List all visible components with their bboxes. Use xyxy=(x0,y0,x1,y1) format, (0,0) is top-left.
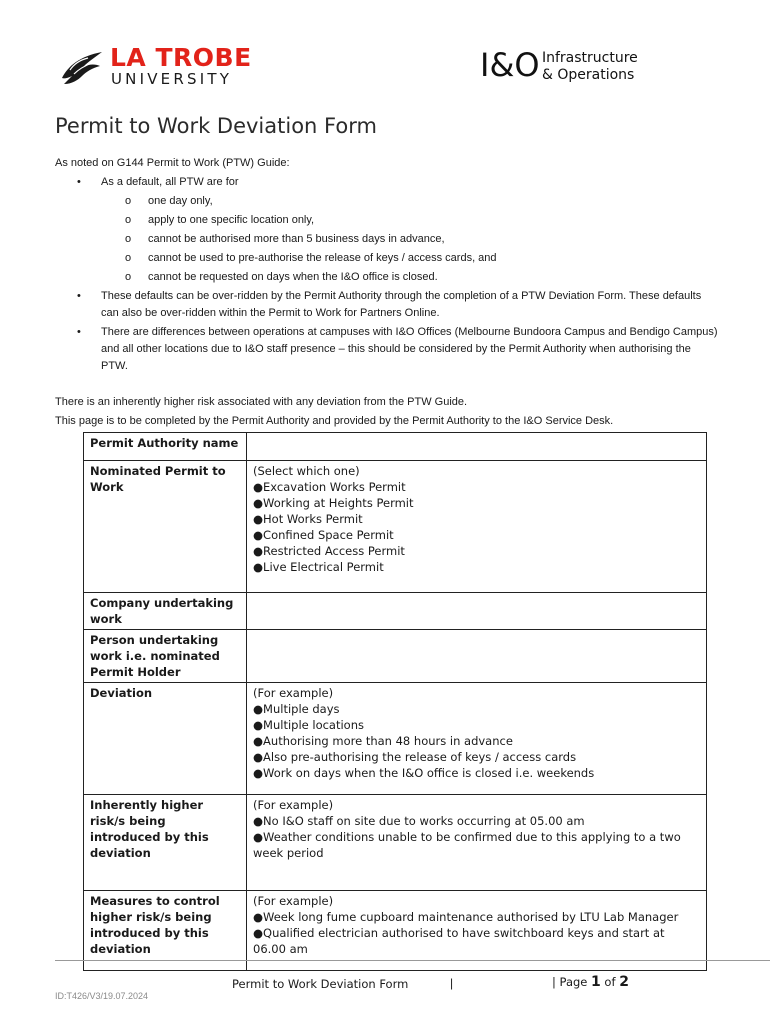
select-hint: (Select which one) xyxy=(253,464,360,478)
sub-list-item xyxy=(55,231,720,248)
list-item: ●Multiple locations xyxy=(253,718,364,732)
nominated-permit-label: Nominated Permit to Work xyxy=(84,461,247,593)
company-field[interactable] xyxy=(247,593,707,630)
footer-separator: | xyxy=(450,976,454,990)
table-row xyxy=(84,433,707,461)
permit-option-live-electrical[interactable]: ●Live Electrical Permit xyxy=(253,560,384,574)
list-item: ●No I&O staff on site due to works occurring at 05.00 am xyxy=(253,814,585,828)
sub-bullet-icon: o xyxy=(125,252,132,264)
sub-list-item xyxy=(55,250,720,267)
permit-option-confined-space[interactable]: ●Confined Space Permit xyxy=(253,528,394,542)
deviation-label: Deviation xyxy=(84,683,247,795)
list-item: ●Work on days when the I&O office is closed i.e. weekends xyxy=(253,766,595,780)
document-id: ID:T426/V3/19.07.2024 xyxy=(55,991,149,1001)
sub-bullet-text: one day only, xyxy=(148,195,213,207)
sub-list-item xyxy=(55,212,720,229)
footer-title: Permit to Work Deviation Form xyxy=(232,977,409,991)
io-logo xyxy=(480,48,660,88)
footer-divider xyxy=(55,960,770,961)
permit-authority-label: Permit Authority name xyxy=(84,433,247,461)
page-of: of xyxy=(600,975,620,989)
risks-field[interactable] xyxy=(247,795,707,891)
permit-option-heights[interactable]: ●Working at Heights Permit xyxy=(253,496,414,510)
list-item: ●Multiple days xyxy=(253,702,340,716)
sub-bullet-icon: o xyxy=(125,233,132,245)
la-trobe-logo xyxy=(58,44,258,90)
spacer xyxy=(55,377,720,394)
sub-bullet-icon: o xyxy=(125,195,132,207)
sub-list-item xyxy=(55,269,720,286)
example-hint: (For example) xyxy=(253,686,334,700)
bullet-icon: • xyxy=(77,290,81,302)
table-row xyxy=(84,461,707,593)
intro-text: As noted on G144 Permit to Work (PTW) Guide: xyxy=(55,157,290,169)
example-hint: (For example) xyxy=(253,894,334,908)
table-row xyxy=(84,683,707,795)
table-row xyxy=(84,891,707,971)
document-body xyxy=(55,155,720,432)
list-item: ●Weather conditions unable to be confirmed due to this applying to a two week period xyxy=(253,830,681,860)
instruction-note: This page is to be completed by the Permit Authority and provided by the Permit Authority to the I&O Service Desk. xyxy=(55,415,614,427)
io-logo-line1: Infrastructure xyxy=(542,50,638,66)
measures-label: Measures to control higher risk/s being introduced by this deviation xyxy=(84,891,247,971)
list-item xyxy=(55,174,720,191)
bullet-icon: • xyxy=(77,176,81,188)
page-header xyxy=(0,0,770,110)
permit-option-hot-works[interactable]: ●Hot Works Permit xyxy=(253,512,363,526)
io-logo-mark: I&O xyxy=(480,46,540,84)
list-item xyxy=(55,288,720,322)
sub-bullet-icon: o xyxy=(125,214,132,226)
sub-bullet-text: apply to one specific location only, xyxy=(148,214,315,226)
sub-bullet-text: cannot be requested on days when the I&O office is closed. xyxy=(148,271,438,283)
person-label: Person undertaking work i.e. nominated Permit Holder xyxy=(84,630,247,683)
list-item: ●Authorising more than 48 hours in advance xyxy=(253,734,513,748)
ltu-logo-sub: UNIVERSITY xyxy=(111,70,233,88)
list-item: ●Also pre-authorising the release of keys / access cards xyxy=(253,750,577,764)
list-item: ●Qualified electrician authorised to have switchboard keys and start at 06.00 am xyxy=(253,926,665,956)
risk-note: There is an inherently higher risk associated with any deviation from the PTW Guide. xyxy=(55,396,468,408)
measures-field[interactable] xyxy=(247,891,707,971)
page-prefix: | Page xyxy=(552,975,592,989)
page-number xyxy=(552,974,629,990)
table-row xyxy=(84,795,707,891)
table-row xyxy=(84,630,707,683)
io-logo-line2: & Operations xyxy=(542,67,635,83)
bullet-icon: • xyxy=(77,326,81,338)
page-current: 1 xyxy=(591,974,601,990)
bullet-text: These defaults can be over-ridden by the Permit Authority through the completion of a PTW Deviation Form. These defaults can also be over-ridden within the Permit to Work for Partners Online. xyxy=(101,290,702,319)
sub-bullet-text: cannot be authorised more than 5 business days in advance, xyxy=(148,233,445,245)
sub-bullet-icon: o xyxy=(125,271,132,283)
permit-authority-field[interactable] xyxy=(247,433,707,461)
eagle-icon xyxy=(58,48,106,88)
risks-label: Inherently higher risk/s being introduced by this deviation xyxy=(84,795,247,891)
list-item xyxy=(55,324,720,375)
company-label: Company undertaking work xyxy=(84,593,247,630)
deviation-form-table xyxy=(83,432,707,971)
deviation-field[interactable] xyxy=(247,683,707,795)
sub-list-item xyxy=(55,193,720,210)
bullet-text: There are differences between operations at campuses with I&O Offices (Melbourne Bundoora Campus and Bendigo Campus) and all other locations due to I&O staff presence – this should be considered by the Permit Authority when authorising the PTW. xyxy=(101,326,718,372)
permit-option-restricted-access[interactable]: ●Restricted Access Permit xyxy=(253,544,405,558)
example-hint: (For example) xyxy=(253,798,334,812)
ltu-logo-name: LA TROBE xyxy=(110,43,252,72)
sub-bullet-text: cannot be used to pre-authorise the release of keys / access cards, and xyxy=(148,252,497,264)
bullet-text: As a default, all PTW are for xyxy=(101,176,239,188)
page-title: Permit to Work Deviation Form xyxy=(55,114,377,138)
permit-option-excavation[interactable]: ●Excavation Works Permit xyxy=(253,480,406,494)
list-item: ●Week long fume cupboard maintenance authorised by LTU Lab Manager xyxy=(253,910,679,924)
page-total: 2 xyxy=(619,974,629,990)
nominated-permit-field[interactable] xyxy=(247,461,707,593)
person-field[interactable] xyxy=(247,630,707,683)
table-row xyxy=(84,593,707,630)
